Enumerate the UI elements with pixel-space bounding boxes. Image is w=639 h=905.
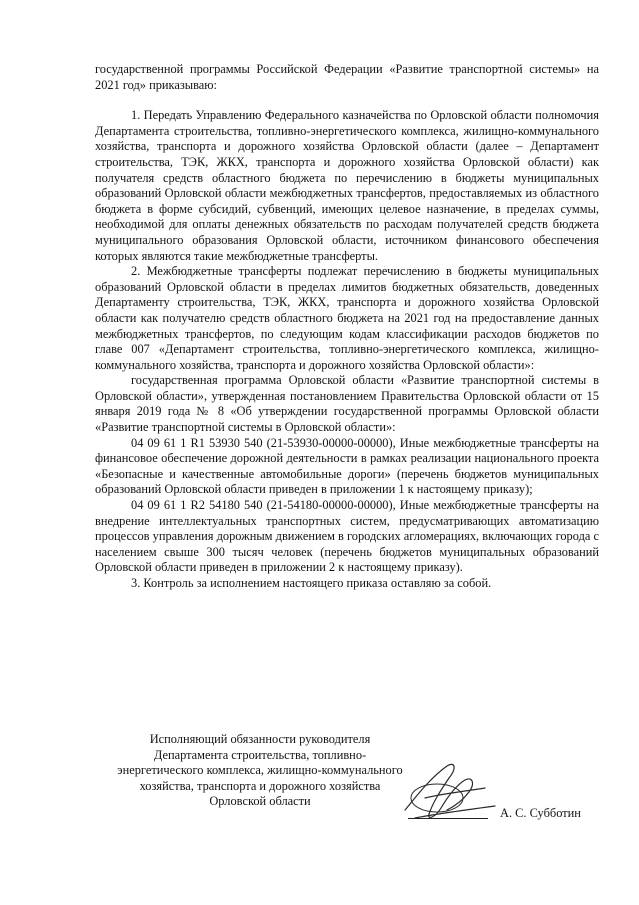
- signatory-line-1: Исполняющий обязанности руководителя: [149, 732, 371, 746]
- paragraph-2: 2. Межбюджетные трансферты подлежат перечислению в бюджеты муниципальных образований Орловской области в пределах лимитов бюджетных обязательств, доведенных Департаменту строительства, ТЭК, ЖКХ, транспорта и дорожного хозяйства Орловской области как получателю средств областного бюджета на 2021 год на предоставление данных межбюджетных трансфертов, по следующим кодам классификации расходов бюджетов по главе 007 «Департамент строительства, топливно-энергетического комплекса, жилищно-коммунального хозяйства, транспорта и дорожного хозяйства Орловской области»:: [95, 264, 599, 372]
- signatory-line-2: Департамента строительства, топливно-: [153, 747, 367, 762]
- document-body: [95, 62, 599, 592]
- paragraph-code-r1: 04 09 61 1 R1 53930 540 (21-53930-00000-00000), Иные межбюджетные трансферты на финансовое обеспечение дорожной деятельности в рамках реализации национального проекта «Безопасные и качественные автомобильные дороги» (перечень бюджетов муниципальных образований Орловской области приведен в приложении 1 к настоящему приказу);: [95, 435, 599, 497]
- intro-paragraph: государственной программы Российской Федерации «Развитие транспортной системы» на 2021 год» приказываю:: [95, 62, 599, 92]
- signatory-line-3: энергетического комплекса, жилищно-коммунального: [117, 763, 403, 778]
- signer-name: А. С. Субботин: [500, 806, 581, 820]
- signatory-line-4: хозяйства, транспорта и дорожного хозяйства: [139, 778, 381, 793]
- signatory-line-5: Орловской области: [209, 794, 311, 809]
- paragraph-program: государственная программа Орловской области «Развитие транспортной системы в Орловской области», утвержденная постановлением Правительства Орловской области от 15 января 2019 года № 8 «Об утверждении государственной программы Орловской области «Развитие транспортной системы в Орловской области»:: [95, 373, 599, 435]
- paragraph-3: 3. Контроль за исполнением настоящего приказа оставляю за собой.: [131, 576, 492, 590]
- paragraph-1: 1. Передать Управлению Федерального казначейства по Орловской области полномочия Департамента строительства, топливно-энергетического комплекса, жилищно-коммунального хозяйства, транспорта и дорожного хозяйства Орловской области (далее – Департамент строительства, ТЭК, ЖКХ, транспорта и дорожного хозяйства Орловской области) как получателя средств областного бюджета по перечислению в бюджеты муниципальных образований Орловской области межбюджетных трансфертов, предоставляемых из областного бюджета в форме субсидий, субвенций, имеющих целевое назначение, в пределах суммы, необходимой для оплаты денежных обязательств по расходам получателей средств бюджета муниципального образования Орловской области, источником финансового обеспечения которых являются такие межбюджетные трансферты.: [95, 108, 599, 263]
- signatory-title: [95, 732, 425, 810]
- signature-line: [408, 818, 488, 819]
- paragraph-code-r2: 04 09 61 1 R2 54180 540 (21-54180-00000-00000), Иные межбюджетные трансферты на внедрение интеллектуальных транспортных систем, предусматривающих автоматизацию процессов управления дорожным движением в городских агломерациях, включающих города с населением свыше 300 тысяч человек (перечень бюджетов муниципальных образований Орловской области приведен в приложении 2 к настоящему приказу).: [95, 498, 599, 575]
